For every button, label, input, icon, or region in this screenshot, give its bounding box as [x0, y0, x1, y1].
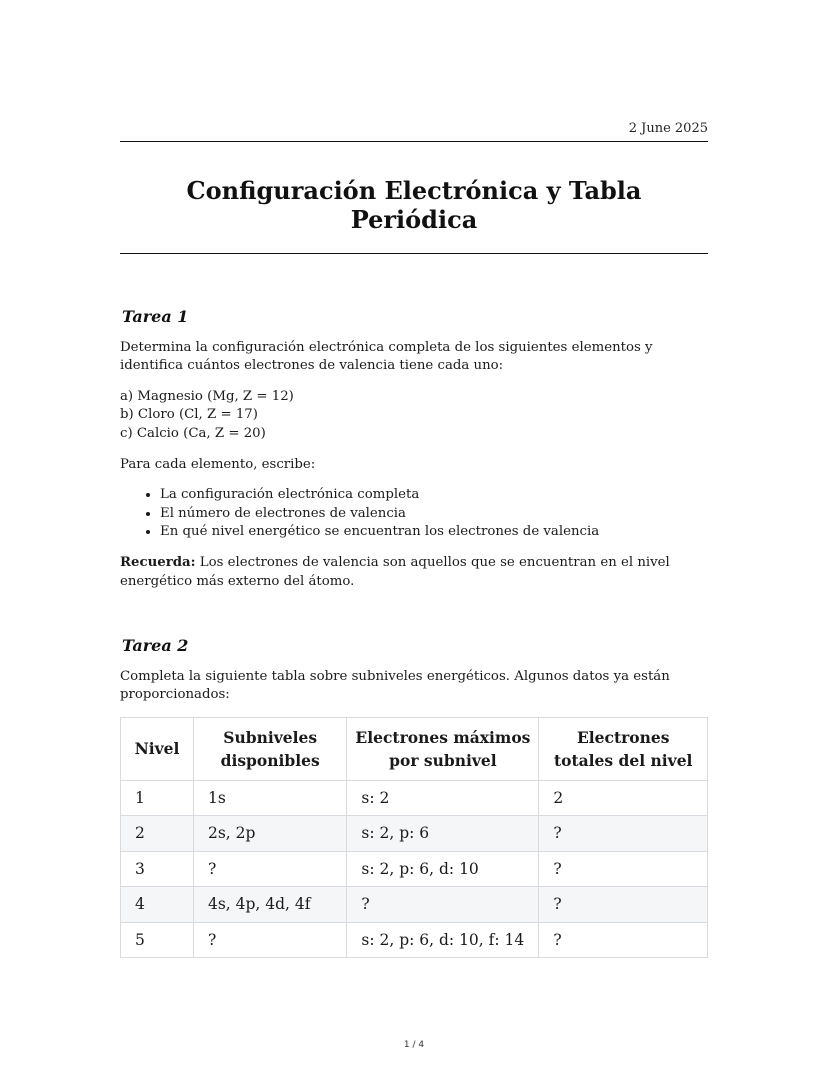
document-date: 2 June 2025	[628, 121, 708, 136]
table-cell: ?	[539, 887, 708, 923]
task-2-intro: Completa la siguiente tabla sobre subniveles energéticos. Algunos datos ya están proporcionados:	[120, 668, 670, 703]
subshell-table	[120, 717, 708, 959]
task-2-section	[120, 637, 710, 958]
table-cell: ?	[539, 851, 708, 887]
table-header-row	[121, 717, 708, 780]
reminder-note	[120, 554, 710, 591]
column-header-total-electrons: Electrones totales del nivel	[539, 717, 708, 780]
table-cell: s: 2, p: 6, d: 10, f: 14	[347, 922, 539, 958]
table-cell: ?	[347, 887, 539, 923]
task-1-intro: Determina la configuración electrónica completa de los siguientes elementos y identifica cuántos electrones de valencia tiene cada uno:	[120, 339, 653, 374]
table-cell: ?	[539, 816, 708, 852]
task-1-instruction: Para cada elemento, escribe:	[120, 456, 316, 472]
header-rule	[120, 141, 708, 142]
table-row	[121, 887, 708, 923]
document-body	[120, 308, 710, 958]
table-cell: 2	[539, 780, 708, 816]
task-1-bullet-list	[120, 486, 710, 542]
table-cell: 4s, 4p, 4d, 4f	[193, 887, 346, 923]
bullet-item: • El número de electrones de valencia	[160, 505, 710, 524]
table-cell: 1s	[193, 780, 346, 816]
bullet-item: • La configuración electrónica completa	[160, 486, 710, 505]
table-row	[121, 816, 708, 852]
column-header-level: Nivel	[121, 717, 194, 780]
title-rule	[120, 253, 708, 254]
table-cell: 1	[121, 780, 194, 816]
table-cell: s: 2	[347, 780, 539, 816]
element-item: a) Magnesio (Mg, Z = 12)	[120, 388, 294, 404]
table-cell: 5	[121, 922, 194, 958]
task-2-heading: Tarea 2	[122, 636, 189, 656]
reminder-label: Recuerda:	[120, 554, 196, 570]
table-cell: ?	[193, 922, 346, 958]
table-cell: 3	[121, 851, 194, 887]
table-cell: ?	[539, 922, 708, 958]
reminder-text: Los electrones de valencia son aquellos que se encuentran en el nivel energético más externo del átomo.	[120, 554, 670, 589]
table-row	[121, 851, 708, 887]
table-cell: s: 2, p: 6	[347, 816, 539, 852]
task-1-heading: Tarea 1	[122, 307, 189, 326]
table-cell: 4	[121, 887, 194, 923]
table-cell: s: 2, p: 6, d: 10	[347, 851, 539, 887]
element-item: b) Cloro (Cl, Z = 17)	[120, 407, 258, 423]
table-cell: 2s, 2p	[193, 816, 346, 852]
task-1-section	[120, 308, 710, 591]
element-item: c) Calcio (Ca, Z = 20)	[120, 425, 266, 441]
table-cell: 2	[121, 816, 194, 852]
bullet-item: • En qué nivel energético se encuentran los electrones de valencia	[160, 523, 710, 542]
element-list	[120, 388, 710, 444]
table-row	[121, 922, 708, 958]
document-title: Configuración Electrónica y Tabla Periódica	[186, 176, 642, 234]
column-header-subshells: Subniveles disponibles	[193, 717, 346, 780]
page-number: 1 / 4	[403, 1040, 425, 1050]
table-row	[121, 780, 708, 816]
table-cell: ?	[193, 851, 346, 887]
column-header-max-electrons: Electrones máximos por subnivel	[347, 717, 539, 780]
